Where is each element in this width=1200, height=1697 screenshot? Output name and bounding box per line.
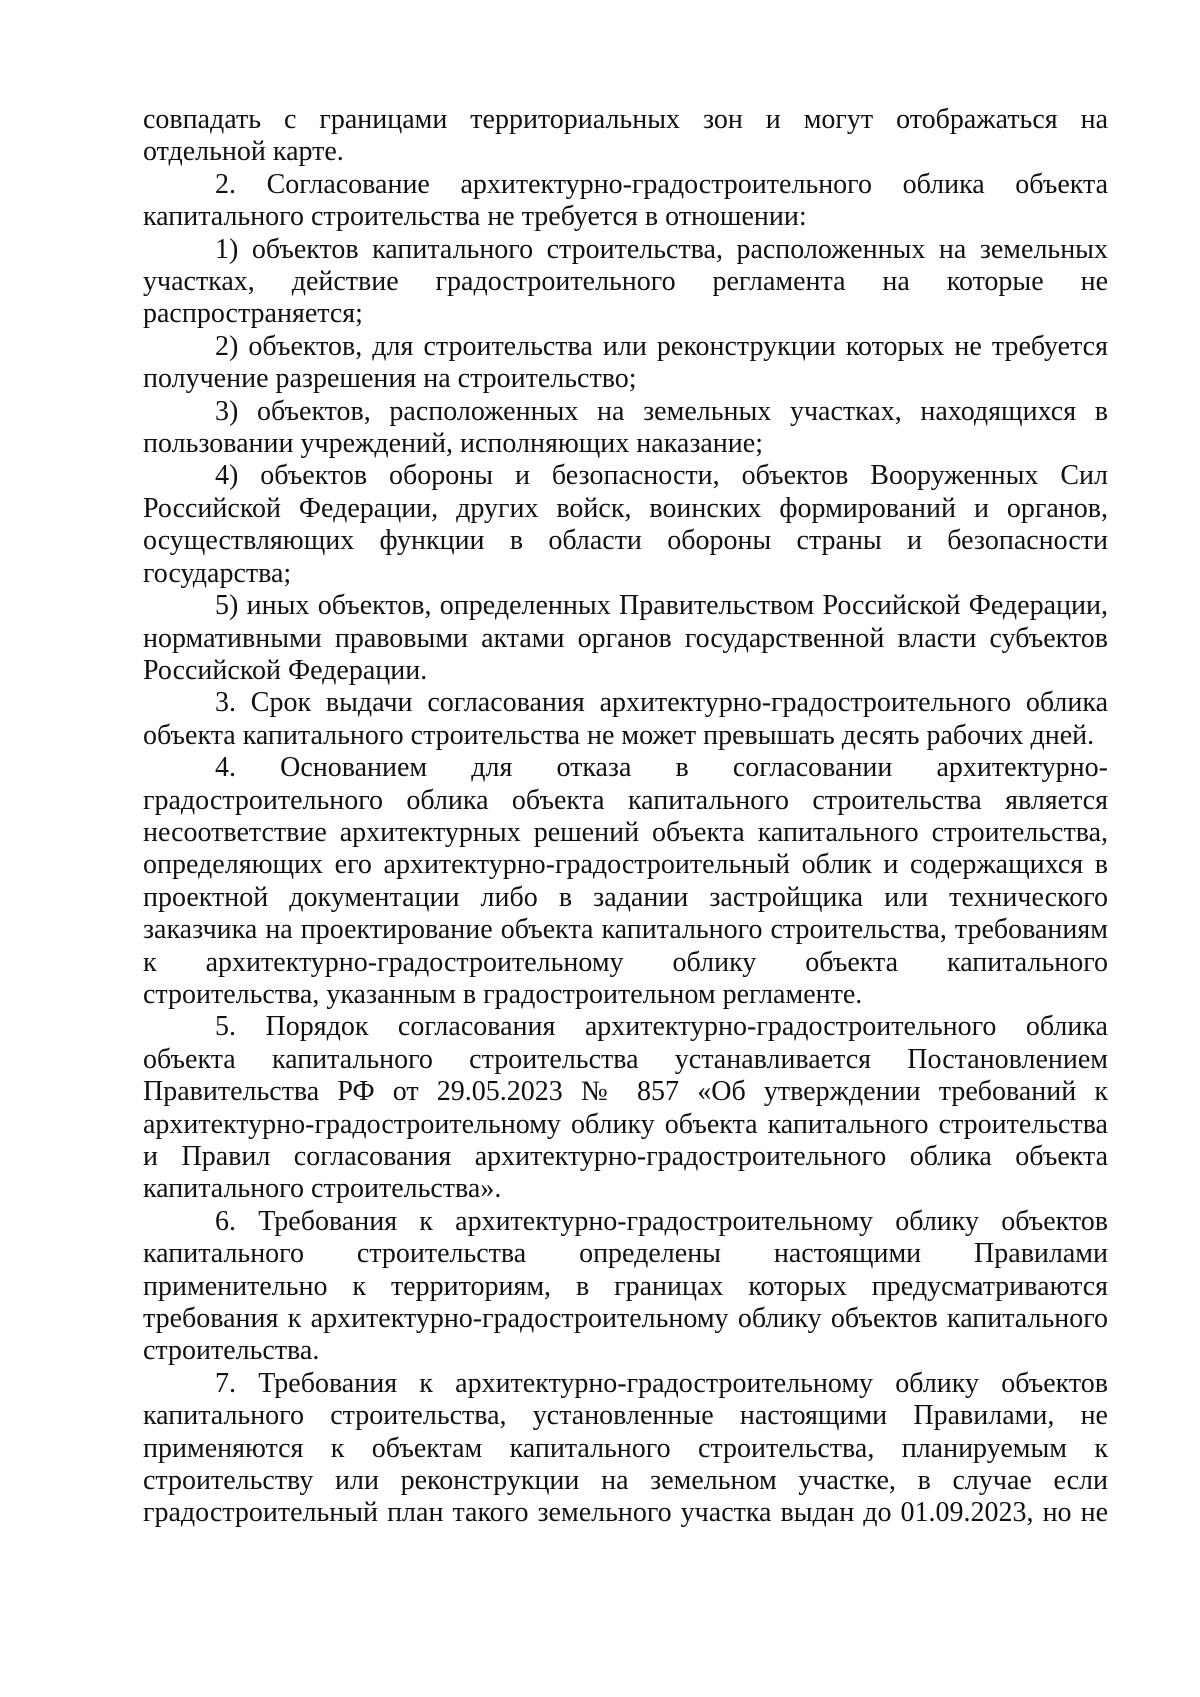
paragraph-item-6: 6. Требования к архитектурно-градостроительному облику объектов капитального строительства определены настоящими Правилами применительно к территориям, в границах которых предусматриваются требования к архитектурно-градостроительному облику объектов капитального строительства.: [143, 1205, 1108, 1367]
paragraph-item-2-3: 3) объектов, расположенных на земельных участках, находящихся в пользовании учреждений, исполняющих наказание;: [143, 395, 1108, 460]
paragraph-item-2-2: 2) объектов, для строительства или реконструкции которых не требуется получение разрешения на строительство;: [143, 330, 1108, 395]
paragraph-item-2: 2. Согласование архитектурно-градостроительного облика объекта капитального строительства не требуется в отношении:: [143, 168, 1108, 233]
paragraph-item-3: 3. Срок выдачи согласования архитектурно-градостроительного облика объекта капитального строительства не может превышать десять рабочих дней.: [143, 687, 1108, 751]
paragraph-item-5: 5. Порядок согласования архитектурно-градостроительного облика объекта капитального строительства устанавливается Постановлением Правительства РФ от 29.05.2023 № 857 «Об утверждении требований к архитектурно-градостроительному облику объекта капитального строительства и Правил согласования архитектурно-градостроительного облика объекта капитального строительства».: [143, 1011, 1108, 1205]
document-body: [143, 104, 1108, 1530]
paragraph-item-2-4: 4) объектов обороны и безопасности, объектов Вооруженных Сил Российской Федерации, других войск, воинских формирований и органов, осуществляющих функции в области обороны страны и безопасности государства;: [143, 460, 1108, 589]
paragraph-item-2-1: 1) объектов капитального строительства, расположенных на земельных участках, действие градостроительного регламента на которые не распространяется;: [143, 233, 1108, 330]
paragraph-item-2-5: 5) иных объектов, определенных Правительством Российской Федерации, нормативными правовыми актами органов государственной власти субъектов Российской Федерации.: [143, 590, 1108, 686]
paragraph-continuation: совпадать с границами территориальных зон и могут отображаться на отдельной карте.: [143, 104, 1108, 168]
paragraph-item-7: 7. Требования к архитектурно-градостроительному облику объектов капитального строительства, установленные настоящими Правилами, не применяются к объектам капитального строительства, планируемым к строительству или реконструкции на земельном участке, в случае если градостроительный план такого земельного участка выдан до 01.09.2023, но не: [143, 1367, 1108, 1529]
paragraph-item-4: 4. Основанием для отказа в согласовании архитектурно-градостроительного облика объекта капитального строительства является несоответствие архитектурных решений объекта капитального строительства, определяющих его архитектурно-градостроительный облик и содержащихся в проектной документации либо в задании застройщика или технического заказчика на проектирование объекта капитального строительства, требованиям к архитектурно-градостроительному облику объекта капитального строительства, указанным в градостроительном регламенте.: [143, 752, 1108, 1010]
